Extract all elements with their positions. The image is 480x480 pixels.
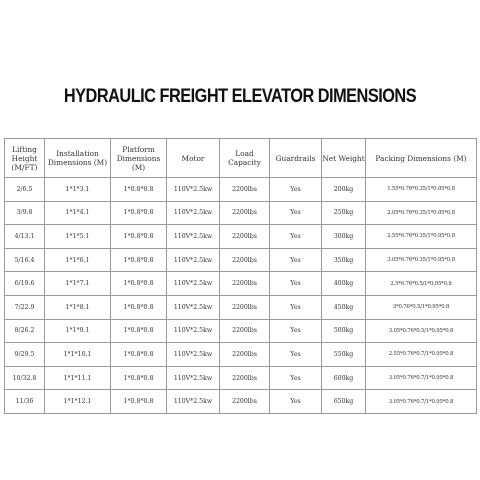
cell-load-capacity: 2200lbs (220, 319, 270, 343)
cell-net-weight: 500kg (322, 319, 366, 343)
cell-load-capacity: 2200lbs (220, 225, 270, 249)
cell-net-weight: 600kg (322, 366, 366, 390)
cell-packing-dimensions: 2.55*0.76*0.7/1*0.95*0.8 (366, 343, 477, 367)
cell-packing-dimensions: 3.05*0.76*0.7/1*0.95*0.8 (366, 390, 477, 414)
cell-installation-dimensions: 1*1*5.1 (45, 225, 111, 249)
cell-motor: 110V*2.5kw (167, 343, 220, 367)
cell-guardrails: Yes (270, 225, 322, 249)
cell-guardrails: Yes (270, 248, 322, 272)
cell-motor: 110V*2.5kw (167, 319, 220, 343)
cell-load-capacity: 2200lbs (220, 248, 270, 272)
table-row (5, 178, 477, 202)
cell-packing-dimensions: 2.5*0.76*0.5/1*0.95*0.8 (366, 272, 477, 296)
cell-platform-dimensions: 1*0.8*0.8 (111, 225, 167, 249)
cell-lifting-height: 2/6.5 (5, 178, 45, 202)
cell-motor: 110V*2.5kw (167, 201, 220, 225)
cell-guardrails: Yes (270, 272, 322, 296)
cell-lifting-height: 9/29.5 (5, 343, 45, 367)
cell-lifting-height: 3/9.8 (5, 201, 45, 225)
cell-platform-dimensions: 1*0.8*0.8 (111, 201, 167, 225)
cell-motor: 110V*2.5kw (167, 272, 220, 296)
cell-guardrails: Yes (270, 178, 322, 202)
cell-platform-dimensions: 1*0.8*0.8 (111, 366, 167, 390)
cell-net-weight: 650kg (322, 390, 366, 414)
cell-installation-dimensions: 1*1*4.1 (45, 201, 111, 225)
cell-load-capacity: 2200lbs (220, 343, 270, 367)
table-row (5, 225, 477, 249)
table-row (5, 319, 477, 343)
cell-packing-dimensions: 2.55*0.76*0.35/1*0.95*0.8 (366, 225, 477, 249)
cell-installation-dimensions: 1*1*10.1 (45, 343, 111, 367)
cell-installation-dimensions: 1*1*8.1 (45, 295, 111, 319)
cell-guardrails: Yes (270, 390, 322, 414)
table-row (5, 366, 477, 390)
cell-installation-dimensions: 1*1*3.1 (45, 178, 111, 202)
cell-installation-dimensions: 1*1*6.1 (45, 248, 111, 272)
cell-net-weight: 550kg (322, 343, 366, 367)
cell-load-capacity: 2200lbs (220, 390, 270, 414)
cell-load-capacity: 2200lbs (220, 295, 270, 319)
cell-net-weight: 450kg (322, 295, 366, 319)
cell-packing-dimensions: 2.05*0.76*0.35/1*0.95*0.8 (366, 201, 477, 225)
dimensions-table (4, 138, 477, 414)
cell-lifting-height: 11/36 (5, 390, 45, 414)
cell-platform-dimensions: 1*0.8*0.8 (111, 343, 167, 367)
cell-net-weight: 400kg (322, 272, 366, 296)
table-header-row (5, 139, 477, 178)
header-load-capacity: Load Capacity (220, 139, 270, 178)
cell-packing-dimensions: 3.05*0.76*0.7/1*0.95*0.8 (366, 366, 477, 390)
cell-net-weight: 350kg (322, 248, 366, 272)
cell-guardrails: Yes (270, 295, 322, 319)
cell-motor: 110V*2.5kw (167, 178, 220, 202)
header-motor: Motor (167, 139, 220, 178)
cell-load-capacity: 2200lbs (220, 201, 270, 225)
cell-load-capacity: 2200lbs (220, 178, 270, 202)
table-row (5, 295, 477, 319)
header-installation-dimensions: Installation Dimensions (M) (45, 139, 111, 178)
table-row (5, 390, 477, 414)
cell-motor: 110V*2.5kw (167, 225, 220, 249)
cell-packing-dimensions: 3.05*0.76*0.35/1*0.95*0.8 (366, 248, 477, 272)
cell-motor: 110V*2.5kw (167, 248, 220, 272)
cell-lifting-height: 4/13.1 (5, 225, 45, 249)
table-row (5, 248, 477, 272)
header-packing-dimensions: Packing Dimensions (M) (366, 139, 477, 178)
cell-packing-dimensions: 3*0.76*0.5/1*0.95*0.8 (366, 295, 477, 319)
cell-motor: 110V*2.5kw (167, 295, 220, 319)
cell-installation-dimensions: 1*1*7.1 (45, 272, 111, 296)
cell-net-weight: 200kg (322, 178, 366, 202)
cell-installation-dimensions: 1*1*9.1 (45, 319, 111, 343)
page-title: HYDRAULIC FREIGHT ELEVATOR DIMENSIONS (63, 86, 417, 107)
cell-load-capacity: 2200lbs (220, 366, 270, 390)
header-guardrails: Guardrails (270, 139, 322, 178)
header-lifting-height: Lifting Height (M/FT) (5, 139, 45, 178)
cell-platform-dimensions: 1*0.8*0.8 (111, 178, 167, 202)
table-row (5, 201, 477, 225)
cell-packing-dimensions: 3.05*0.76*0.5/1*0.95*0.8 (366, 319, 477, 343)
table-row (5, 343, 477, 367)
cell-lifting-height: 5/16.4 (5, 248, 45, 272)
cell-guardrails: Yes (270, 319, 322, 343)
cell-packing-dimensions: 1.55*0.76*0.35/1*0.95*0.8 (366, 178, 477, 202)
table-row (5, 272, 477, 296)
cell-load-capacity: 2200lbs (220, 272, 270, 296)
cell-platform-dimensions: 1*0.8*0.8 (111, 248, 167, 272)
header-net-weight: Net Weight (322, 139, 366, 178)
cell-motor: 110V*2.5kw (167, 366, 220, 390)
cell-platform-dimensions: 1*0.8*0.8 (111, 390, 167, 414)
cell-guardrails: Yes (270, 343, 322, 367)
cell-lifting-height: 10/32.8 (5, 366, 45, 390)
cell-installation-dimensions: 1*1*12.1 (45, 390, 111, 414)
cell-lifting-height: 7/22.9 (5, 295, 45, 319)
cell-lifting-height: 6/19.6 (5, 272, 45, 296)
cell-net-weight: 300kg (322, 225, 366, 249)
cell-lifting-height: 8/26.2 (5, 319, 45, 343)
cell-guardrails: Yes (270, 366, 322, 390)
header-platform-dimensions: Platform Dimensions (M) (111, 139, 167, 178)
cell-motor: 110V*2.5kw (167, 390, 220, 414)
cell-platform-dimensions: 1*0.8*0.8 (111, 319, 167, 343)
cell-net-weight: 250kg (322, 201, 366, 225)
cell-guardrails: Yes (270, 201, 322, 225)
cell-platform-dimensions: 1*0.8*0.8 (111, 272, 167, 296)
cell-platform-dimensions: 1*0.8*0.8 (111, 295, 167, 319)
cell-installation-dimensions: 1*1*11.1 (45, 366, 111, 390)
